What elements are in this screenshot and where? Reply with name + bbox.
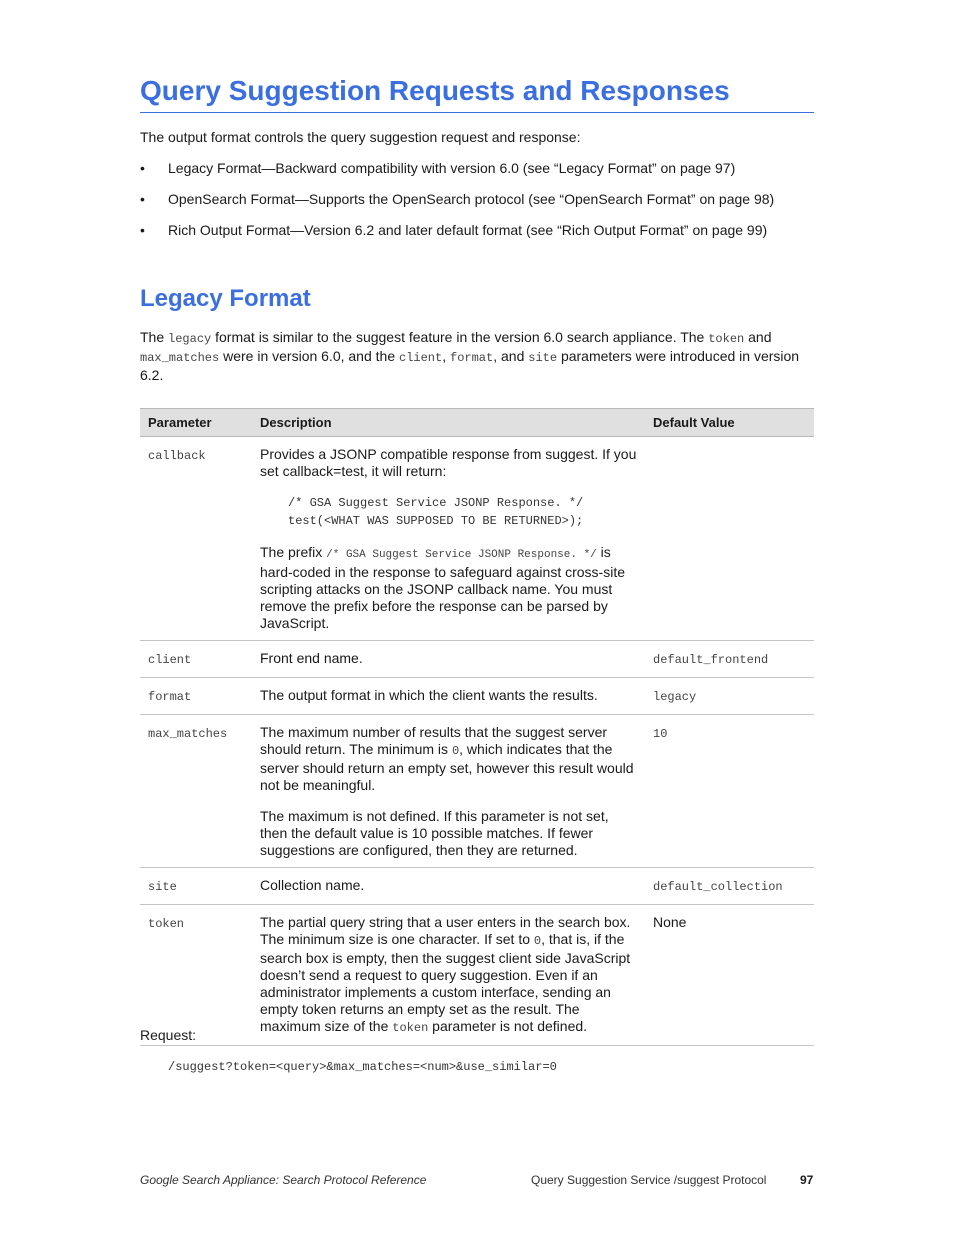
page-number: 97 [800, 1173, 814, 1187]
page-title: Query Suggestion Requests and Responses [140, 74, 814, 113]
inline-code: legacy [168, 332, 212, 346]
text: , [442, 348, 450, 364]
legacy-paragraph [140, 329, 814, 384]
inline-code: format [450, 351, 494, 365]
param-description [252, 715, 645, 868]
param-default: default_frontend [645, 641, 814, 678]
bullet-text: Rich Output Format—Version 6.2 and later default format (see “Rich Output Format” on page 99) [168, 222, 768, 238]
inline-code: token [708, 332, 745, 346]
param-name: callback [140, 437, 252, 641]
bullet-text: Legacy Format—Backward compatibility with version 6.0 (see “Legacy Format” on page 97) [168, 160, 736, 176]
footer-section-title: Query Suggestion Service /suggest Protocol [531, 1173, 767, 1187]
table-row [140, 678, 814, 715]
column-header-description: Description [252, 409, 645, 437]
param-default: 10 [645, 715, 814, 868]
text: The [140, 329, 169, 345]
request-label: Request: [140, 1027, 197, 1043]
inline-code: /* GSA Suggest Service JSONP Response. */ [326, 549, 597, 561]
inline-code: 0 [451, 744, 460, 758]
description-text [260, 544, 637, 632]
text: and [744, 329, 772, 345]
param-description [252, 905, 645, 1046]
bullet-icon: • [140, 222, 145, 238]
param-name: site [140, 868, 252, 905]
text: parameter is not defined. [428, 1018, 588, 1034]
bullet-icon: • [140, 160, 145, 176]
param-default: default_collection [645, 868, 814, 905]
table-header-row [140, 409, 814, 437]
param-default [645, 437, 814, 641]
text: format is similar to the suggest feature in the version 6.0 search appliance. The [211, 329, 709, 345]
param-description [252, 437, 645, 641]
inline-code: 0 [533, 934, 542, 948]
text: parameters were introduced in version 6.2. [140, 348, 800, 383]
text: , that is, if the search box is empty, then the suggest client side JavaScript doesn’t send a request to query suggestion. Even if an administrator implements a custom interface, sending an empty token returns an empty set as the result. The maximum size of the [260, 931, 631, 1034]
text: The maximum number of results that the suggest server should return. The minimum is [260, 724, 608, 757]
column-header-parameter: Parameter [140, 409, 252, 437]
description-text: The maximum is not defined. If this parameter is not set, then the default value is 10 possible matches. If fewer suggestions are configured, then they are returned. [260, 808, 609, 858]
param-name: token [140, 905, 252, 1046]
param-default: legacy [645, 678, 814, 715]
param-description: The output format in which the client wants the results. [252, 678, 645, 715]
table-row [140, 868, 814, 905]
table-row [140, 641, 814, 678]
inline-code: client [399, 351, 443, 365]
text: , and [493, 348, 529, 364]
footer-doc-title: Google Search Appliance: Search Protocol Reference [140, 1173, 427, 1187]
param-name: client [140, 641, 252, 678]
inline-code: max_matches [140, 351, 220, 365]
inline-code: site [528, 351, 558, 365]
text: The partial query string that a user enters in the search box. The minimum size is one character. If set to [260, 914, 631, 947]
text: , which indicates that the server should return an empty set, however this result would not be meaningful. [260, 741, 634, 793]
description-text: Provides a JSONP compatible response from suggest. If you set callback=test, it will return: [260, 446, 637, 479]
table-row [140, 905, 814, 1046]
text: The prefix [260, 544, 327, 560]
table-row [140, 437, 814, 641]
request-code: /suggest?token=<query>&max_matches=<num>&use_similar=0 [168, 1060, 557, 1074]
parameters-table [140, 408, 814, 1046]
param-description: Collection name. [252, 868, 645, 905]
inline-code: token [392, 1021, 429, 1035]
text: is hard-coded in the response to safeguard against cross-site scripting attacks on the JSONP callback name. You must remove the prefix before the response can be parsed by JavaScript. [260, 544, 625, 631]
bullet-text: OpenSearch Format—Supports the OpenSearch protocol (see “OpenSearch Format” on page 98) [168, 191, 775, 207]
param-name: format [140, 678, 252, 715]
param-description: Front end name. [252, 641, 645, 678]
description-text [260, 724, 637, 794]
section-heading-legacy: Legacy Format [140, 285, 311, 312]
param-default: None [645, 905, 814, 1046]
table-row [140, 715, 814, 868]
bullet-icon: • [140, 191, 145, 207]
code-block: /* GSA Suggest Service JSONP Response. */ test(<WHAT WAS SUPPOSED TO BE RETURNED>); [288, 496, 584, 528]
column-header-default: Default Value [645, 409, 814, 437]
text: were in version 6.0, and the [219, 348, 399, 364]
intro-paragraph: The output format controls the query suggestion request and response: [140, 129, 581, 145]
param-name: max_matches [140, 715, 252, 868]
